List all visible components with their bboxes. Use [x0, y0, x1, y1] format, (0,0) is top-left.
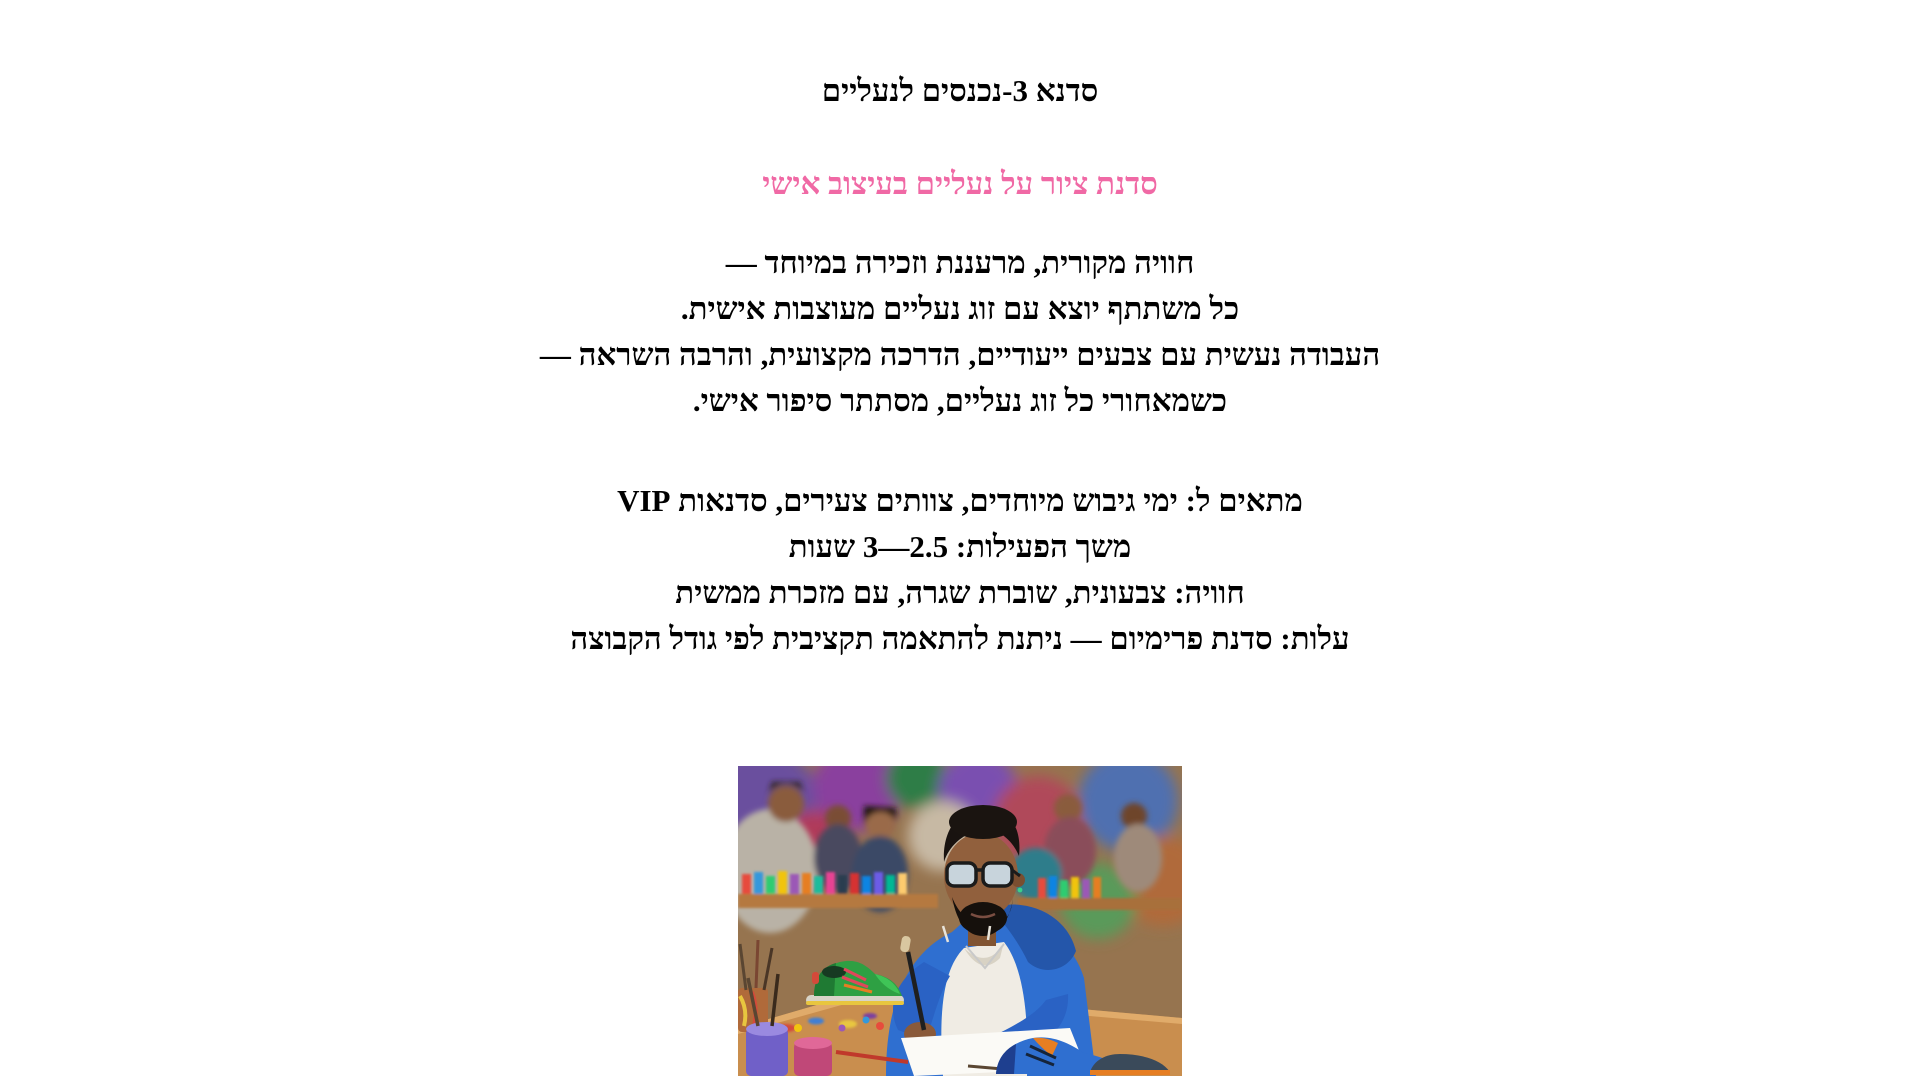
details-paragraph: [0, 478, 1920, 662]
workshop-photo: [738, 766, 1182, 1076]
paragraph-line: חוויה: צבעונית, שוברת שגרה, עם מזכרת ממשית: [675, 575, 1245, 610]
page-subtitle: סדנת ציור על נעליים בעיצוב אישי: [762, 166, 1158, 201]
paragraph-line: משך הפעילות: 2.5—3 שעות: [788, 529, 1132, 564]
intro-paragraph: [0, 240, 1920, 424]
page-title: סדנא 3-נכנסים לנעליים: [821, 73, 1099, 108]
paragraph-line: חוויה מקורית, מרעננת וזכירה במיוחד —: [725, 245, 1195, 280]
paragraph-line: העבודה נעשית עם צבעים ייעודיים, הדרכה מקצועית, והרבה השראה —: [539, 337, 1381, 372]
workshop-photo-container: [0, 766, 1920, 1076]
paragraph-line: מתאים ל: ימי גיבוש מיוחדים, צוותים צעירים, סדנאות VIP: [617, 483, 1303, 518]
paragraph-line: כל משתתף יוצא עם זוג נעליים מעוצבות אישית.: [680, 291, 1240, 326]
paragraph-line: כשמאחורי כל זוג נעליים, מסתתר סיפור אישי.: [692, 383, 1228, 418]
paragraph-line: עלות: סדנת פרימיום — ניתנת להתאמה תקציבית לפי גודל הקבוצה: [570, 621, 1350, 656]
